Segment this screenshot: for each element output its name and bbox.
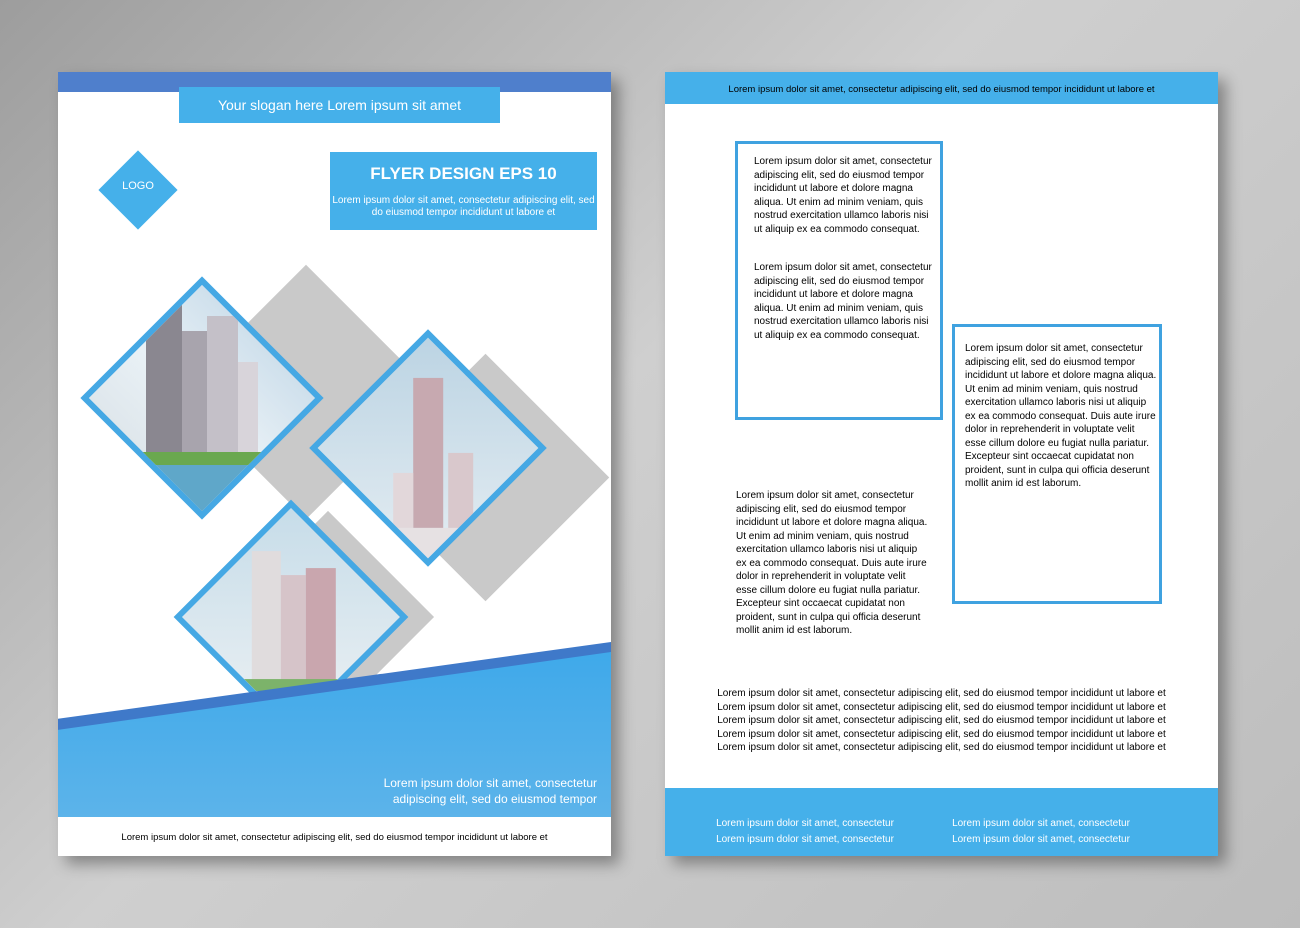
band-text-line-1: Lorem ipsum dolor sit amet, consectetur: [383, 776, 597, 790]
flyer-title: FLYER DESIGN EPS 10: [370, 164, 557, 183]
footer-line: Lorem ipsum dolor sit amet, consectetur: [952, 818, 1130, 829]
front-footer-text: Lorem ipsum dolor sit amet, consectetur adipiscing elit, sed do eiusmod tempor incididunt ut labore et: [121, 832, 548, 843]
footer-column-right: [936, 816, 1146, 848]
building: [448, 453, 473, 528]
text-box-2-body: Lorem ipsum dolor sit amet, consectetur adipiscing elit, sed do eiusmod tempor incididunt ut labore et dolore magna aliqua. Ut enim ad minim veniam, quis nostrud exercitation ullamco laboris nisi ut aliquip ex ea commodo consequat. Duis aute irure dolor in reprehenderit in voluptate velit esse cillum dolore eu fugiat nulla pariatur. Excepteur sint occaecat cupidatat non proident, sunt in culpa qui officia deserunt mollit anim id est laborum.: [965, 343, 1157, 489]
body-line: Lorem ipsum dolor sit amet, consectetur adipiscing elit, sed do eiusmod tempor incididunt ut labore et: [717, 742, 1166, 753]
flyer-subtitle: Lorem ipsum dolor sit amet, consectetur adipiscing elit, sed do eiusmod tempor incididunt ut labore et: [332, 195, 595, 218]
building: [238, 362, 258, 459]
building: [146, 301, 182, 460]
footer-line: Lorem ipsum dolor sit amet, consectetur: [716, 834, 894, 845]
logo-label: LOGO: [122, 180, 154, 192]
body-lines: [665, 687, 1218, 755]
back-top-bar: [665, 72, 1218, 104]
text-box-1-para-1: Lorem ipsum dolor sit amet, consectetur adipiscing elit, sed do eiusmod tempor incididunt ut labore et dolore magna aliqua. Ut enim ad minim veniam, quis nostrud exercitation ullamco laboris nisi ut aliquip ex ea commodo consequat.: [754, 156, 932, 235]
building: [413, 378, 443, 528]
band-text-line-2: adipiscing elit, sed do eiusmod tempor: [392, 792, 597, 806]
footer-column-left: [700, 816, 910, 848]
back-top-bar-text: Lorem ipsum dolor sit amet, consectetur adipiscing elit, sed do eiusmod tempor incididunt ut labore et: [728, 84, 1155, 95]
footer-line: Lorem ipsum dolor sit amet, consectetur: [952, 834, 1130, 845]
footer-line: Lorem ipsum dolor sit amet, consectetur: [716, 818, 894, 829]
building: [207, 316, 238, 459]
flyer-front-page: [58, 72, 611, 856]
building: [306, 568, 336, 686]
text-box-1-para-2: Lorem ipsum dolor sit amet, consectetur adipiscing elit, sed do eiusmod tempor incididunt ut labore et dolore magna aliqua. Ut enim ad minim veniam, quis nostrud exercitation ullamco laboris nisi ut aliquip ex ea commodo consequat.: [754, 262, 932, 341]
building: [281, 575, 306, 686]
slogan-banner: Your slogan here Lorem ipsum sit amet: [179, 87, 500, 123]
building: [393, 473, 413, 528]
building: [182, 331, 208, 459]
building: [252, 551, 282, 687]
trees-strip: [125, 452, 279, 465]
body-line: Lorem ipsum dolor sit amet, consectetur adipiscing elit, sed do eiusmod tempor incididunt ut labore et: [717, 715, 1166, 726]
body-line: Lorem ipsum dolor sit amet, consectetur adipiscing elit, sed do eiusmod tempor incididunt ut labore et: [717, 688, 1166, 699]
band-text: [337, 775, 597, 807]
flyer-back-page: [665, 72, 1218, 856]
body-line: Lorem ipsum dolor sit amet, consectetur adipiscing elit, sed do eiusmod tempor incididunt ut labore et: [717, 728, 1166, 740]
column-text: Lorem ipsum dolor sit amet, consectetur adipiscing elit, sed do eiusmod tempor incididunt ut labore et dolore magna aliqua. Ut enim ad minim veniam, quis nostrud exercitation ullamco laboris nisi ut aliquip ex ea commodo consequat. Duis aute irure dolor in reprehenderit in voluptate velit esse cillum dolore eu fugiat nulla pariatur. Excepteur sint occaecat cupidatat non proident, sunt in culpa qui officia deserunt mollit anim id est laborum.: [736, 490, 928, 636]
title-box: [330, 152, 597, 230]
back-footer-bar: [665, 788, 1218, 856]
body-line: Lorem ipsum dolor sit amet, consectetur adipiscing elit, sed do eiusmod tempor incididunt ut labore et: [717, 701, 1166, 713]
